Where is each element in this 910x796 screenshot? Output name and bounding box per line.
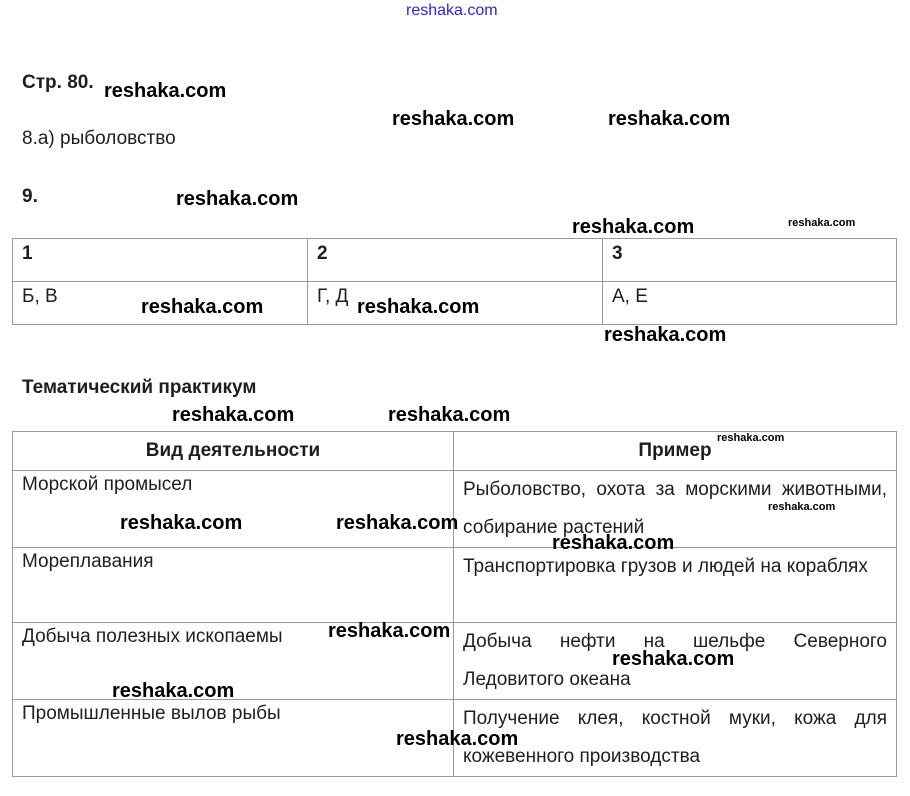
watermark-top: reshaka.com [406,2,498,19]
watermark: reshaka.com [717,432,785,444]
practicum-title: Тематический практикум [22,377,257,398]
watermark: reshaka.com [608,108,731,130]
table-row [13,239,897,282]
watermark: reshaka.com [104,80,227,102]
watermark: reshaka.com [552,532,675,554]
watermark: reshaka.com [112,680,235,702]
answer-header-1: 1 [13,239,308,282]
example-cell: Транспортировка грузов и людей на кораблях [454,548,897,623]
activity-cell: Промышленные вылов рыбы [13,700,454,777]
watermark: reshaka.com [388,404,511,426]
watermark: reshaka.com [328,620,451,642]
watermark: reshaka.com [176,188,299,210]
answer-value-3: А, Е [603,282,897,325]
watermark: reshaka.com [336,512,459,534]
task-9-label: 9. [22,186,38,207]
activity-cell: Мореплавания [13,548,454,623]
activity-cell: Морской промысел [13,471,454,548]
watermark: reshaka.com [357,296,480,318]
practicum-header-example: Пример [454,432,897,471]
answer-header-2: 2 [308,239,603,282]
watermark: reshaka.com [392,108,515,130]
watermark: reshaka.com [172,404,295,426]
watermark: reshaka.com [141,296,264,318]
watermark: reshaka.com [768,501,836,513]
watermark: reshaka.com [604,324,727,346]
practicum-table [12,431,897,777]
watermark: reshaka.com [572,216,695,238]
answer-header-3: 3 [603,239,897,282]
answer-value-2: Г, Д [308,282,603,325]
task-8-answer: 8.а) рыболовство [22,128,176,149]
watermark: reshaka.com [788,217,856,229]
page-ref: Стр. 80. [22,72,94,93]
watermark: reshaka.com [120,512,243,534]
practicum-header-activity: Вид деятельности [13,432,454,471]
example-cell: Добыча нефти на шельфе Северного Ледовитого океана [454,623,897,700]
table-row [13,471,897,548]
answer-value-1: Б, В [13,282,308,325]
example-cell: Получение клея, костной муки, кожа для кожевенного производства [454,700,897,777]
watermark: reshaka.com [396,728,519,750]
example-cell: Рыболовство, охота за морскими животными, собирание растений [454,471,897,548]
watermark: reshaka.com [612,648,735,670]
table-row [13,548,897,623]
activity-cell: Добыча полезных ископаемы [13,623,454,700]
